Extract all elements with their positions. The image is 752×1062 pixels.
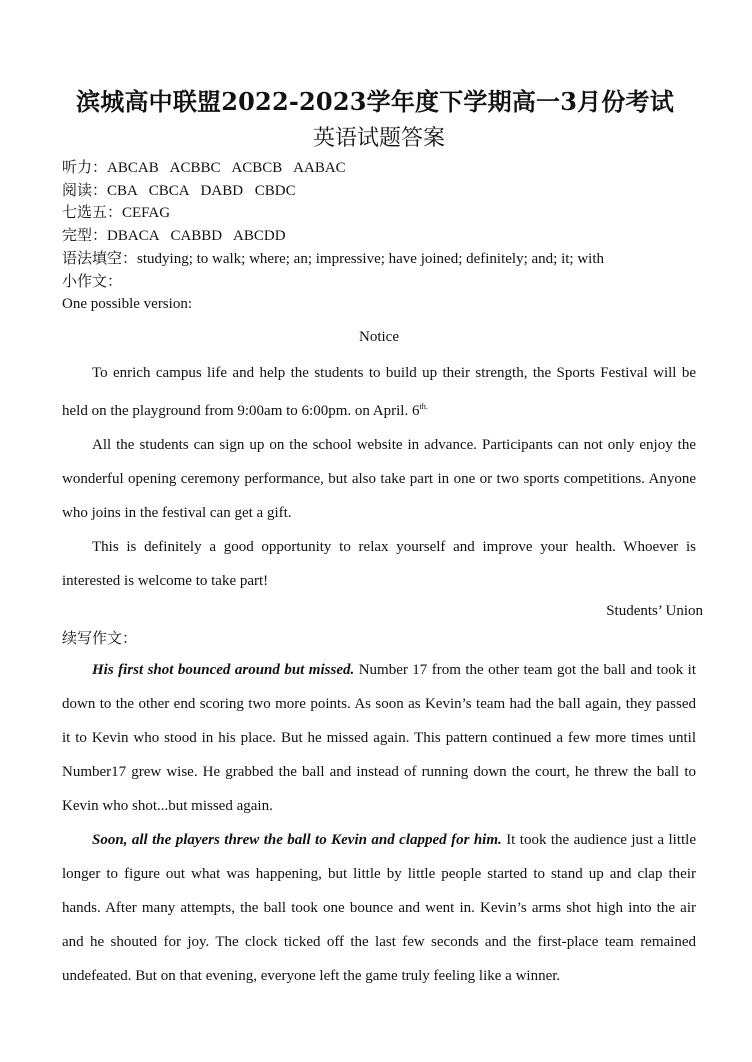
seven-choose-five-label: 七选五： [62,205,123,222]
cloze-label: 完型： [62,228,108,245]
continuation-p2-body: It took the audience just a little longer to figure out what was happening, but little by little people started to stand up and clap their hands. After many attempts, the ball took one bounce and went in. Kevin’s arms shot high into the air and he shouted for joy. The clock ticked off the last few seconds and the first-place team remained undefeated. But on that evening, everyone left the game truly feeling like a winner. [62,831,696,984]
listening-answers [62,157,696,180]
cloze-value: DBACA CABBD ABCDD [107,228,286,245]
notice-paragraph-2: All the students can sign up on the school website in advance. Participants can not only enjoy the wonderful opening ceremony performance, but also take part in one or two sports competitions. Anyone who joins in the festival can get a gift. [62,436,696,521]
reading-answers [62,180,696,203]
continuation-label: 续写作文： [62,630,138,647]
reading-value: CBA CBCA DABD CBDC [107,182,296,199]
continuation-paragraph-2 [62,823,696,993]
notice-title: Notice [359,328,399,345]
listening-value: ABCAB ACBBC ACBCB AABAC [107,160,346,176]
exam-subtitle: 英语试题答案 [312,125,445,150]
cloze-answers [62,225,696,248]
grammar-answers [62,248,696,271]
writing-intro: One possible version: [62,296,192,313]
seven-choose-five-value: CEFAG [122,205,171,222]
listening-label: 听力： [62,160,108,176]
notice-paragraph-1 [62,356,696,428]
seven-choose-five-answers [62,202,696,225]
exam-title: 滨城高中联盟2022-2023学年度下学期高一3月份考试 [76,87,674,116]
notice-signature: Students’ Union [606,602,703,619]
continuation-paragraph-1 [62,653,696,823]
notice-paragraph-3: This is definitely a good opportunity to relax yourself and improve your health. Whoever is interested is welcome to take part! [62,538,696,589]
notice-date-suffix: th. [419,401,428,411]
grammar-label: 语法填空： [62,250,138,267]
reading-label: 阅读： [62,182,108,199]
writing-label: 小作文： [62,273,123,290]
continuation-p1-lead: His first shot bounced around but missed. [92,661,355,678]
grammar-value: studying; to walk; where; an; impressive; have joined; definitely; and; it; with [137,250,605,267]
continuation-p2-lead: Soon, all the players threw the ball to Kevin and clapped for him. [92,831,502,848]
notice-paragraph-1-text: To enrich campus life and help the students to build up their strength, the Sports Festival will be held on the playground from 9:00am to 6:00pm. on April. 6 [62,364,696,419]
continuation-p1-body: Number 17 from the other team got the ball and took it down to the other end scoring two more points. As soon as Kevin’s team had the ball again, they passed it to Kevin who stood in his place. But he missed again. This pattern continued a few more times until Number17 grew wise. He grabbed the ball and instead of running down the court, he threw the ball to Kevin who shot...but missed again. [62,661,696,814]
